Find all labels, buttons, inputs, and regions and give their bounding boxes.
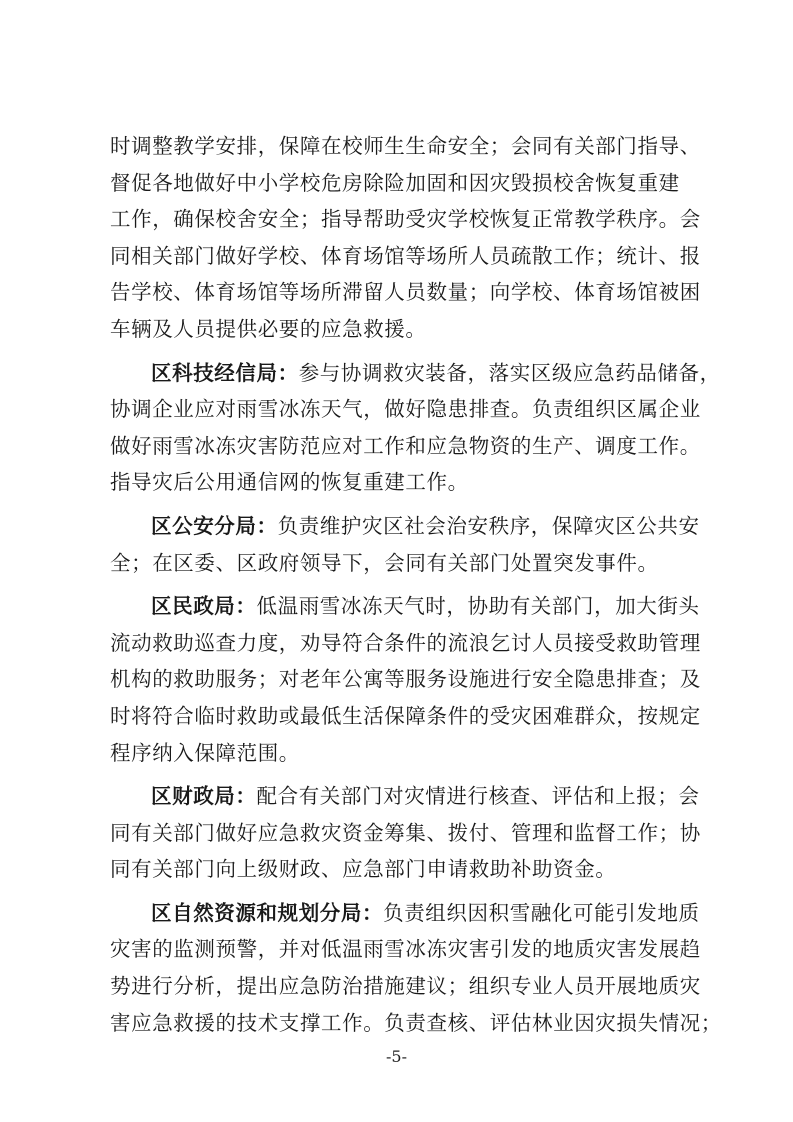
text-line: [110, 625, 701, 662]
text-line: [110, 128, 701, 165]
text-line: [110, 735, 692, 772]
line-text: 全；在区委、区政府领导下，会同有关部门处置突发事件。: [110, 550, 659, 575]
line-text: 机构的救助服务；对老年公寓等服务设施进行安全隐患排查；及: [110, 667, 701, 692]
body-text: [110, 128, 722, 1041]
paragraph-first-line: [110, 588, 700, 625]
line-text: 流动救助巡查力度，劝导符合条件的流浪乞讨人员接受救助管理: [110, 630, 701, 655]
paragraph-first-line: [110, 895, 700, 932]
text-line: [110, 165, 692, 202]
department-heading: 区公安分局：: [151, 513, 278, 538]
text-line: [110, 311, 692, 348]
line-text: 车辆及人员提供必要的应急救援。: [110, 316, 427, 341]
line-text: 同相关部门做好学校、体育场馆等场所人员疏散工作；统计、报: [110, 243, 701, 268]
line-text: 时调整教学安排，保障在校师生生命安全；会同有关部门指导、: [110, 134, 701, 158]
line-text: 告学校、体育场馆等场所滞留人员数量；向学校、体育场馆被困: [110, 280, 701, 305]
paragraph-first-line: [110, 778, 700, 815]
line-text: 同有关部门做好应急救灾资金筹集、拨付、管理和监督工作；协: [110, 820, 701, 845]
text-line: [110, 968, 701, 1005]
line-text: 负责维护灾区社会治安秩序，保障灾区公共安: [277, 513, 700, 538]
line-text: 程序纳入保障范围。: [110, 740, 300, 765]
text-line: [110, 391, 701, 428]
line-text: 灾害的监测预警，并对低温雨雪冰冻灾害引发的地质灾害发展趋: [110, 937, 701, 962]
text-line: [110, 815, 701, 852]
paragraph-first-line: [110, 508, 700, 545]
line-text: 负责组织因积雪融化可能引发地质: [383, 900, 700, 925]
department-heading: 区民政局：: [151, 594, 257, 619]
line-text: 协调企业应对雨雪冰冻天气，做好隐患排查。负责组织区属企业: [110, 397, 701, 422]
text-line: [110, 464, 692, 501]
line-text: 督促各地做好中小学校危房除险加固和因灾毁损校舍恢复重建: [110, 170, 680, 195]
line-text: 势进行分析，提出应急防治措施建议；组织专业人员开展地质灾: [110, 974, 701, 999]
text-line: [110, 545, 692, 582]
text-line: [110, 274, 701, 311]
department-heading: 区自然资源和规划分局：: [151, 900, 384, 925]
line-text: 害应急救援的技术支撑工作。负责查核、评估林业因灾损失情况；: [110, 1010, 722, 1035]
text-line: [110, 661, 701, 698]
line-text: 同有关部门向上级财政、应急部门申请救助补助资金。: [110, 857, 617, 882]
text-line: [110, 238, 701, 275]
text-line: [110, 428, 701, 465]
line-text: 低温雨雪冰冻天气时，协助有关部门，加大街头: [256, 594, 700, 619]
text-line: [110, 698, 701, 735]
line-text: 工作，确保校舍安全；指导帮助受灾学校恢复正常教学秩序。会: [110, 207, 701, 232]
text-line: [110, 1005, 722, 1042]
line-text: 做好雨雪冰冻灾害防范应对工作和应急物资的生产、调度工作。: [110, 433, 701, 458]
text-line: [110, 931, 701, 968]
line-text: 指导灾后公用通信网的恢复重建工作。: [110, 470, 469, 495]
department-heading: 区科技经信局：: [151, 360, 299, 385]
text-line: [110, 201, 701, 238]
page-number: -5-: [386, 1047, 407, 1066]
line-text: 时将符合临时救助或最低生活保障条件的受灾困难群众，按规定: [110, 703, 701, 728]
paragraph-first-line: [110, 355, 721, 392]
line-text: 参与协调救灾装备，落实区级应急药品储备，: [298, 360, 721, 385]
text-line: [110, 851, 692, 888]
line-text: 配合有关部门对灾情进行核查、评估和上报；会: [256, 784, 700, 809]
department-heading: 区财政局：: [151, 784, 257, 809]
